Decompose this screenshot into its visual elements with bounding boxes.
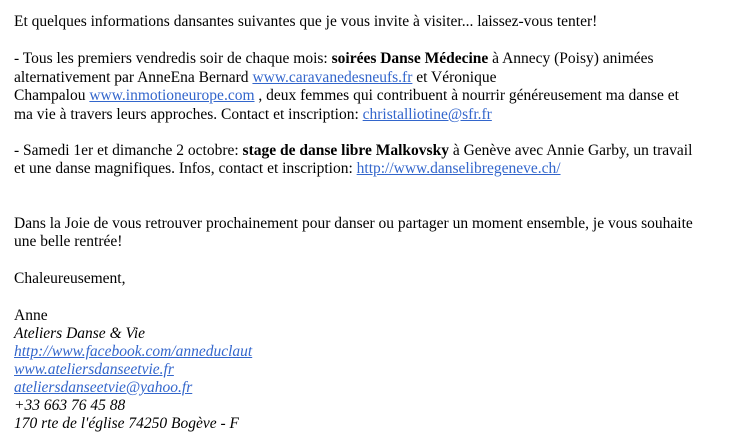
signature-address: 170 rte de l'église 74250 Bogève - F — [14, 415, 239, 432]
item1-line2-text: alternativement par AnneEna Bernard — [14, 69, 253, 86]
item1-line4 — [14, 105, 492, 124]
item1-line2-tail: et Véronique — [412, 69, 497, 86]
signature-website — [14, 360, 174, 379]
christalliotine-email-link[interactable]: christalliotine@sfr.fr — [362, 106, 492, 123]
item2-text-c: à Genève avec Annie Garby, un travail — [448, 142, 693, 159]
caravanedesneufs-link[interactable]: www.caravanedesneufs.fr — [252, 69, 413, 86]
item2-event-name: stage de danse libre Malkovsky — [242, 142, 449, 159]
website-link[interactable]: www.ateliersdanseetvie.fr — [14, 361, 174, 378]
item2-line1 — [14, 141, 692, 160]
item1-text-a: - Tous les premiers vendredis soir de chaque mois: — [14, 50, 332, 67]
signature-email — [14, 378, 192, 397]
signature-name: Anne — [14, 307, 48, 324]
greeting: Chaleureusement, — [14, 270, 126, 287]
signature-phone: +33 663 76 45 88 — [14, 397, 126, 414]
item1-line3-tail: , deux femmes qui contribuent à nourrir généreusement ma danse et — [254, 87, 679, 104]
signature-facebook — [14, 342, 252, 361]
item1-line3-text: Champalou — [14, 87, 90, 104]
closing-line2: une belle rentrée! — [14, 233, 123, 250]
item1-line4-text: ma vie à travers leurs approches. Contact et inscription: — [14, 106, 363, 123]
yahoo-email-link[interactable]: ateliersdanseetvie@yahoo.fr — [14, 379, 193, 396]
intro-text: Et quelques informations dansantes suivantes que je vous invite à visiter... laissez-vous tenter! — [14, 13, 598, 30]
item1-line1 — [14, 49, 654, 68]
item1-line2 — [14, 68, 496, 87]
item1-line3 — [14, 86, 679, 105]
item1-event-name: soirées Danse Médecine — [331, 50, 489, 67]
item2-line2 — [14, 159, 561, 178]
item2-text-a: - Samedi 1er et dimanche 2 octobre: — [14, 142, 243, 159]
item1-text-c: à Annecy (Poisy) animées — [488, 50, 654, 67]
danselibregeneve-link[interactable]: http://www.danselibregeneve.ch/ — [356, 160, 561, 177]
closing-line1: Dans la Joie de vous retrouver prochainement pour danser ou partager un moment ensemble, je vous souhaite — [14, 215, 693, 232]
inmotioneurope-link[interactable]: www.inmotioneurope.com — [89, 87, 255, 104]
signature-org: Ateliers Danse & Vie — [14, 325, 146, 342]
facebook-link[interactable]: http://www.facebook.com/anneduclaut — [14, 343, 253, 360]
item2-line2-text: et une danse magnifiques. Infos, contact et inscription: — [14, 160, 357, 177]
